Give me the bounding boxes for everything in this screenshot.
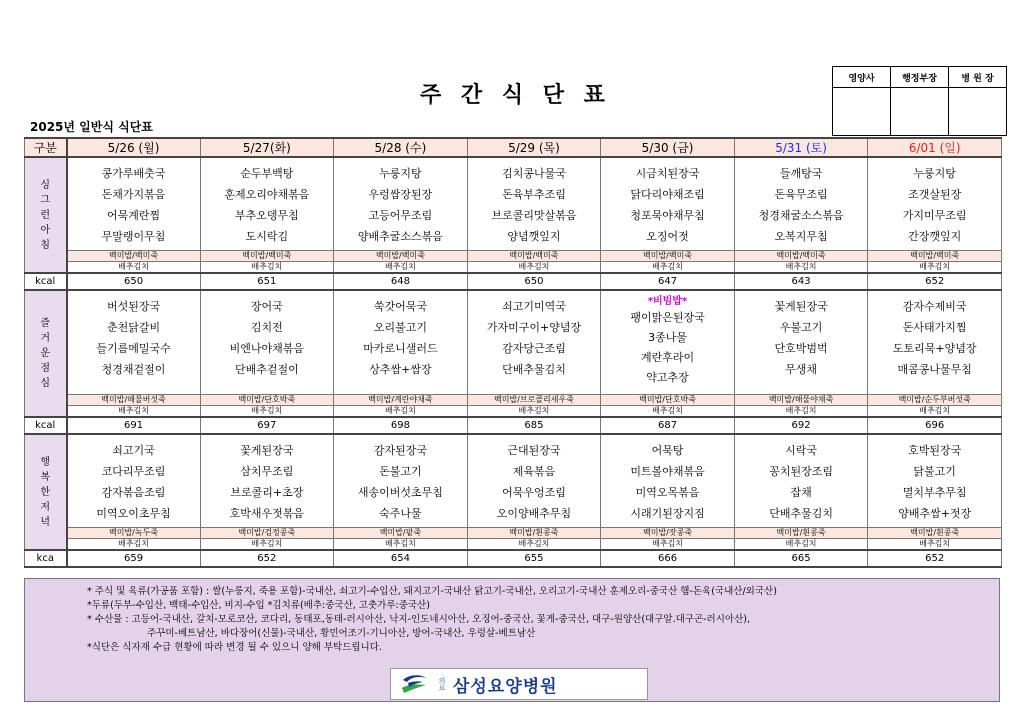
day-dishes (334, 434, 468, 528)
side-dish: 백미밥/흰콩죽 (467, 528, 601, 539)
dish-item: 훈제오리야채볶음 (224, 188, 310, 201)
kcal-label: kcal (25, 273, 67, 290)
dish-item: 어묵우엉조림 (502, 486, 566, 499)
meal-dish-row (25, 434, 1002, 528)
kimchi-item: 배추김치 (734, 406, 868, 418)
dish-item: 부추오뎅무침 (234, 209, 299, 222)
dish-item: 장어국 (250, 300, 283, 313)
dish-item: 멸치부추무침 (902, 486, 967, 499)
meal-label-char: 운 (40, 348, 51, 359)
meal-label-char: 심 (40, 378, 51, 389)
menu-subtitle: 2025년 일반식 식단표 (30, 120, 153, 134)
dish-item: 비엔나야채볶음 (229, 342, 305, 355)
day-dishes (67, 290, 201, 395)
dish-item: 호박새우젓볶음 (229, 507, 305, 520)
meal-label-char: 점 (40, 363, 51, 374)
dish-item: 계란후라이 (640, 351, 695, 364)
kcal-label: kcal (25, 417, 67, 434)
approval-sign-admin (891, 88, 949, 136)
dish-item: 김치콩나물국 (502, 167, 566, 180)
day-header: 5/30 (금) (601, 138, 735, 157)
side-dish: 백미밥/브로콜리새우죽 (467, 395, 601, 406)
dish-item: 미트볼야채볶음 (630, 465, 705, 478)
dish-item: 양배추쌈+젓장 (898, 507, 972, 520)
dish-item: 단배추물김치 (502, 363, 566, 376)
approval-label-admin: 행정부장 (891, 67, 949, 88)
kcal-value: 650 (467, 273, 601, 290)
dish-item: 코다리무조림 (101, 465, 166, 478)
dish-item: 오복지무침 (774, 230, 828, 243)
kcal-value: 643 (734, 273, 868, 290)
dish-item: 조갯살된장 (908, 188, 962, 201)
logo-hospital-name: 삼성요양병원 (453, 676, 558, 697)
meal-label-char: 그 (40, 194, 51, 206)
side-dish: 백미밥/백미죽 (868, 251, 1002, 262)
meal-label-char: 행 (40, 456, 51, 468)
kcal-value: 696 (868, 417, 1002, 434)
meal-kimchi-row (25, 539, 1002, 551)
day-dishes (734, 290, 868, 395)
side-dish: 백미밥/흰콩죽 (868, 528, 1002, 539)
meal-label (25, 434, 67, 550)
day-dishes (200, 290, 334, 395)
kimchi-item: 배추김치 (334, 539, 468, 551)
meal-label-char: 즐 (40, 318, 51, 329)
meal-label-char: 녁 (40, 516, 51, 528)
side-dish: 백미밥/계란야채죽 (334, 395, 468, 406)
side-dish: 백미밥/팥죽 (334, 528, 468, 539)
day-dishes (467, 157, 601, 251)
kimchi-item: 배추김치 (868, 539, 1002, 551)
kimchi-item: 배추김치 (467, 539, 601, 551)
side-dish: 백미밥/잣콩죽 (601, 528, 735, 539)
side-dish: 백미밥/백미죽 (334, 251, 468, 262)
day-header: 5/31 (토) (734, 138, 868, 157)
kcal-value: 651 (200, 273, 334, 290)
dish-item: 시금치된장국 (635, 167, 700, 180)
dish-item: 어묵탕 (651, 444, 684, 457)
side-dish: 백미밥/백미죽 (601, 251, 735, 262)
dish-item: 근대된장국 (507, 444, 561, 457)
day-dishes (868, 290, 1002, 395)
dish-item: 숙주나물 (379, 507, 422, 520)
dish-item: 돈채가지볶음 (101, 188, 166, 201)
day-header: 5/27(화) (200, 138, 334, 157)
note-soy-origin: *두류(두부-수입산, 백태-수입산, 비지-수입 *김치류(배추:중국산, 고춧가루:중국산) (87, 600, 430, 611)
meal-side-row (25, 528, 1002, 539)
dish-item: 청경채굴소스볶음 (758, 209, 844, 222)
dish-item: 돈사태가지찜 (902, 321, 967, 334)
dish-item: 가지미무조림 (902, 209, 967, 222)
day-dishes (601, 157, 735, 251)
dish-item: 누룽지탕 (913, 167, 956, 180)
meal-label-char: 침 (40, 239, 51, 251)
kimchi-item: 배추김치 (601, 406, 735, 418)
dish-item: 돈육무조림 (774, 188, 828, 201)
kcal-value: 659 (67, 550, 201, 567)
day-dishes (200, 434, 334, 528)
day-dishes (868, 157, 1002, 251)
dish-item: 오이양배추무침 (496, 507, 572, 520)
dish-item: 미역오목볶음 (635, 486, 700, 499)
day-header: 6/01 (일) (868, 138, 1002, 157)
meal-label-char: 저 (40, 501, 51, 513)
dish-item: 도토리묵+양념장 (892, 342, 977, 355)
dish-item: 꽃게된장국 (240, 444, 294, 457)
dish-item: 들기름메밀국수 (96, 342, 171, 355)
side-dish: 백미밥/순두부버섯죽 (868, 395, 1002, 406)
dish-item: 감자당근조림 (502, 342, 566, 355)
side-dish: 백미밥/검정콩죽 (200, 528, 334, 539)
kimchi-item: 배추김치 (734, 539, 868, 551)
dish-item: 감자볶음조림 (101, 486, 166, 499)
day-dishes (67, 434, 201, 528)
kimchi-item: 배추김치 (67, 539, 201, 551)
special-menu-label: *비빔밥* (647, 296, 688, 307)
kimchi-item: 배추김치 (200, 539, 334, 551)
note-disclaimer: *식단은 식자재 수급 현황에 따라 변경 될 수 있으니 양해 부탁드립니다. (87, 642, 382, 653)
dish-item: 무생채 (785, 363, 818, 376)
dish-item: 매콤콩나물무침 (897, 363, 972, 376)
hospital-logo (390, 668, 648, 700)
dish-item: 누룽지탕 (379, 167, 422, 180)
kimchi-item: 배추김치 (200, 262, 334, 274)
day-dishes (601, 290, 735, 395)
kimchi-item: 배추김치 (200, 406, 334, 418)
dish-item: 새송이버섯초무침 (357, 486, 443, 499)
meal-kcal-row (25, 273, 1002, 290)
header-row (25, 138, 1002, 157)
approval-sign-dietitian (833, 88, 891, 136)
day-header: 5/28 (수) (334, 138, 468, 157)
dish-item: 어묵계란찜 (106, 209, 161, 222)
dish-item: 무말랭이무침 (101, 230, 166, 243)
kcal-value: 687 (601, 417, 735, 434)
dish-item: 단배추물김치 (769, 507, 833, 520)
dish-item: 청포묵야채무침 (630, 209, 705, 222)
dish-item: 닭다리야채조림 (630, 188, 705, 201)
dish-item: 삼치무조림 (240, 465, 294, 478)
meal-kcal-row (25, 550, 1002, 567)
approval-label-dietitian: 영양사 (833, 67, 891, 88)
dish-item: 미역오이초무침 (96, 507, 171, 520)
dish-item: 꽃게된장국 (774, 300, 828, 313)
day-dishes (334, 157, 468, 251)
dish-item: 시래기된장지짐 (630, 507, 705, 520)
side-dish: 백미밥/흰콩죽 (734, 528, 868, 539)
kcal-value: 685 (467, 417, 601, 434)
side-dish: 백미밥/단호박죽 (200, 395, 334, 406)
kcal-value: 691 (67, 417, 201, 434)
dish-item: 마카로니샐러드 (363, 342, 438, 355)
dish-item: 브로콜리+초장 (230, 486, 304, 499)
side-dish: 백미밥/녹두죽 (67, 528, 201, 539)
dish-item: 감자된장국 (373, 444, 427, 457)
kcal-value: 697 (200, 417, 334, 434)
kcal-value: 698 (334, 417, 468, 434)
page-title: 주 간 식 단 표 (420, 83, 611, 108)
dish-item: 돈불고기 (379, 465, 422, 478)
dish-item: 오징어젓 (646, 230, 689, 243)
day-header: 5/29 (목) (467, 138, 601, 157)
dish-item: 팽이맑은된장국 (630, 311, 705, 324)
meal-label (25, 290, 67, 417)
kimchi-item: 배추김치 (868, 262, 1002, 274)
kimchi-item: 배추김치 (67, 262, 201, 274)
note-seafood-origin: * 수산물 : 고등어-국내산, 갈치-모로코산, 코다리, 동태포,동태-러시아산, 낙지-인도네시아산, 오징어-중국산, 꽃게-중국산, 대구-원양산(대구알.대구곤-러시아산), (87, 614, 750, 625)
kimchi-item: 배추김치 (334, 262, 468, 274)
dish-item: 쇠고기국 (112, 444, 155, 457)
kcal-value: 652 (868, 273, 1002, 290)
kcal-value: 650 (67, 273, 201, 290)
approval-sign-director (949, 88, 1007, 136)
dish-item: 간장깻잎지 (908, 230, 962, 243)
meal-kcal-row (25, 417, 1002, 434)
meal-kimchi-row (25, 262, 1002, 274)
kcal-value: 692 (734, 417, 868, 434)
day-dishes (200, 157, 334, 251)
side-dish: 백미밥/백미죽 (200, 251, 334, 262)
day-dishes (601, 434, 735, 528)
dish-item: 닭불고기 (913, 465, 956, 478)
kimchi-item: 배추김치 (734, 262, 868, 274)
kimchi-item: 배추김치 (334, 406, 468, 418)
dish-item: 순두부백탕 (240, 167, 294, 180)
meal-label-char: 아 (40, 224, 51, 236)
kcal-value: 647 (601, 273, 735, 290)
kcal-value: 655 (467, 550, 601, 567)
meal-dish-row (25, 157, 1002, 251)
dish-item: 상추쌈+쌈장 (369, 363, 432, 376)
kcal-value: 666 (601, 550, 735, 567)
dish-item: 쑥갓어묵국 (373, 300, 427, 313)
dish-item: 우렁쌈장된장 (368, 188, 433, 201)
dish-item: 단호박범벅 (774, 342, 828, 355)
dish-item: 양념깻잎지 (507, 230, 561, 243)
side-dish: 백미밥/백미죽 (67, 251, 201, 262)
meal-label-char: 거 (40, 333, 51, 344)
dish-item: 양배추굴소스볶음 (357, 230, 443, 243)
dish-item: 가자미구이+양념장 (486, 321, 582, 334)
dish-item: 단배추겉절이 (234, 363, 299, 376)
dish-item: 춘천닭갈비 (106, 321, 161, 334)
kcal-value: 652 (200, 550, 334, 567)
dish-item: 콩가루배춧국 (101, 167, 166, 180)
kimchi-item: 배추김치 (601, 539, 735, 551)
day-dishes (868, 434, 1002, 528)
side-dish: 백미밥/해물버섯죽 (67, 395, 201, 406)
kimchi-item: 배추김치 (467, 406, 601, 418)
kimchi-item: 배추김치 (67, 406, 201, 418)
day-dishes (734, 157, 868, 251)
approval-box (832, 66, 1007, 136)
dish-item: 브로콜리맛살볶음 (491, 209, 577, 222)
dish-item: 3종나물 (648, 331, 687, 344)
day-dishes (334, 290, 468, 395)
meal-label-char: 복 (40, 471, 51, 483)
dish-item: 시락국 (785, 444, 818, 457)
logo-small-text: 의료 (438, 677, 446, 691)
day-dishes (734, 434, 868, 528)
dish-item: 버섯된장국 (106, 300, 161, 313)
dish-item: 쇠고기미역국 (502, 300, 566, 313)
dish-item: 들깨탕국 (779, 167, 823, 180)
dish-item: 약고추장 (646, 371, 689, 384)
side-dish: 백미밥/백미죽 (734, 251, 868, 262)
day-header: 5/26 (월) (67, 138, 201, 157)
meal-label-char: 런 (40, 209, 51, 221)
meal-kimchi-row (25, 406, 1002, 418)
header-label: 구분 (25, 138, 67, 157)
dish-item: 감자수제비국 (902, 300, 967, 313)
kcal-value: 665 (734, 550, 868, 567)
dish-item: 청경채겉절이 (101, 363, 166, 376)
weekly-menu-table (24, 137, 1002, 568)
dish-item: 제육볶음 (512, 465, 556, 478)
dish-item: 잡채 (790, 486, 812, 499)
day-dishes (467, 290, 601, 395)
dish-item: 도시락김 (245, 230, 289, 243)
meal-label-char: 한 (40, 486, 51, 498)
meal-label (25, 157, 67, 273)
approval-label-director: 병 원 장 (949, 67, 1007, 88)
day-dishes (67, 157, 201, 251)
hospital-logo-icon (399, 672, 429, 696)
meal-dish-row (25, 290, 1002, 395)
dish-item: 꽁치된장조림 (769, 465, 833, 478)
side-dish: 백미밥/해물야채죽 (734, 395, 868, 406)
note-meat-origin: * 주식 및 육류(가공품 포함) : 쌀(누룽지, 죽용 포함)-국내산, 쇠고기-수입산, 돼지고기-국내산 닭고기-국내산, 오리고기-국내산 훈제오리-중국산 햄-돈육(국내산/외국산) (87, 586, 777, 597)
kcal-value: 654 (334, 550, 468, 567)
kimchi-item: 배추김치 (601, 262, 735, 274)
kcal-value: 652 (868, 550, 1002, 567)
kimchi-item: 배추김치 (467, 262, 601, 274)
kcal-label: kca (25, 550, 67, 567)
kimchi-item: 배추김치 (868, 406, 1002, 418)
meal-side-row (25, 251, 1002, 262)
dish-item: 오리불고기 (373, 321, 427, 334)
meal-label-char: 싱 (40, 179, 51, 191)
side-dish: 백미밥/단호박죽 (601, 395, 735, 406)
meal-side-row (25, 395, 1002, 406)
dish-item: 호박된장국 (908, 444, 962, 457)
dish-item: 우불고기 (779, 321, 823, 334)
kcal-value: 648 (334, 273, 468, 290)
day-dishes (467, 434, 601, 528)
note-seafood-origin-cont: 주꾸미-베트남산, 바다장어(신물)-국내산, 황민어조기-기니아산, 방어-국내산, 우렁살-베트남산 (147, 628, 536, 639)
side-dish: 백미밥/백미죽 (467, 251, 601, 262)
dish-item: 고등어무조림 (368, 209, 433, 222)
dish-item: 돈육부추조림 (502, 188, 566, 201)
dish-item: 김치전 (250, 321, 283, 334)
